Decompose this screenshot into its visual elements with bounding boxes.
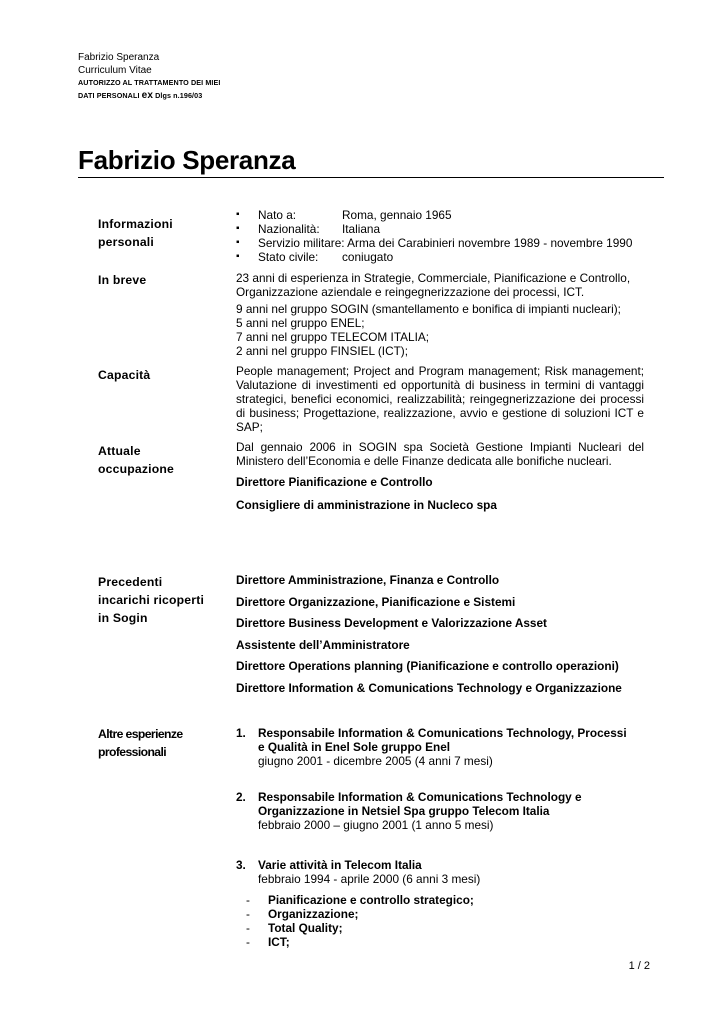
previous-roles-list bbox=[236, 573, 644, 703]
list-item: Assistente dell’Amministratore bbox=[236, 637, 410, 652]
section-label-current: Attuale occupazione bbox=[98, 444, 175, 476]
brief-line: 2 anni nel gruppo FINSIEL (ICT); bbox=[236, 344, 409, 358]
experience-3-activities bbox=[236, 893, 644, 949]
list-item: ▪ Nato a: Roma, gennaio 1965 bbox=[236, 208, 644, 222]
list-item: - ICT; bbox=[236, 935, 644, 949]
brief-content bbox=[236, 271, 644, 358]
experience-2: 2. Responsabile Information & Comunications Technology e Organizzazione in Netsiel Spa gruppo Telecom Italia febbraio 2000 – giugno 2001 (1 anno 5 mesi) bbox=[236, 790, 582, 832]
section-label-other: Altre esperienze professionali bbox=[98, 727, 183, 759]
list-item: Direttore Amministrazione, Finanza e Controllo bbox=[236, 573, 500, 587]
personal-info-list bbox=[236, 208, 644, 264]
list-item: Direttore Organizzazione, Pianificazione e Sistemi bbox=[236, 594, 516, 609]
section-label-brief: In breve bbox=[98, 273, 147, 287]
brief-intro: 23 anni di esperienza in Strategie, Commerciale, Pianificazione e Controllo, Organizzazione aziendale e reingegnerizzazione dei processi, ICT. bbox=[236, 271, 631, 299]
list-item: Direttore Operations planning (Pianificazione e controllo operazioni) bbox=[236, 659, 619, 674]
brief-line: 5 anni nel gruppo ENEL; bbox=[236, 316, 365, 330]
brief-line: 9 anni nel gruppo SOGIN (smantellamento e bonifica di impianti nucleari); bbox=[236, 302, 621, 316]
list-item: ▪ Nazionalità: Italiana bbox=[236, 222, 644, 236]
section-label-personal: Informazioni personali bbox=[98, 217, 173, 249]
list-item: Direttore Information & Comunications Technology e Organizzazione bbox=[236, 680, 622, 695]
current-text: Dal gennaio 2006 in SOGIN spa Società Gestione Impianti Nucleari del Ministero dell’Economia e delle Finanze dedicata alle bonifiche nucleari. bbox=[236, 440, 644, 468]
list-item: ▪ Servizio militare: Arma dei Carabinieri novembre 1989 - novembre 1990 bbox=[236, 236, 644, 250]
list-item: - Total Quality; bbox=[236, 921, 644, 935]
current-role: Consigliere di amministrazione in Nucleco spa bbox=[236, 498, 497, 512]
header-consent-line-1: AUTORIZZO AL TRATTAMENTO DEI MIEI bbox=[78, 78, 221, 87]
current-content bbox=[236, 440, 644, 512]
document-header bbox=[78, 52, 221, 102]
header-name: Fabrizio Speranza bbox=[78, 52, 160, 63]
current-role: Direttore Pianificazione e Controllo bbox=[236, 475, 433, 489]
list-item: ▪ Stato civile: coniugato bbox=[236, 250, 644, 264]
list-item: - Organizzazione; bbox=[236, 907, 644, 921]
list-item: Direttore Business Development e Valorizzazione Asset bbox=[236, 616, 547, 631]
header-doc-type: Curriculum Vitae bbox=[78, 64, 152, 76]
list-item: - Pianificazione e controllo strategico; bbox=[236, 893, 644, 907]
header-consent-line-2: DATI PERSONALI ex Dlgs n.196/03 bbox=[78, 89, 203, 101]
page-title: Fabrizio Speranza bbox=[78, 145, 296, 175]
title-divider bbox=[78, 177, 664, 178]
section-label-skills: Capacità bbox=[98, 368, 151, 382]
page-number: 1 / 2 bbox=[628, 960, 650, 972]
experience-3: 3. Varie attività in Telecom Italia febbraio 1994 - aprile 2000 (6 anni 3 mesi) bbox=[236, 858, 481, 886]
brief-line: 7 anni nel gruppo TELECOM ITALIA; bbox=[236, 330, 430, 344]
skills-text: People management; Project and Program management; Risk management; Valutazione di investimenti ed opportunità di business in termini di vantaggi strategici, benefici economici, realizzabilità; reingegnerizzazione dei processi di business; Progettazione, realizzazione, avvio e gestione di soluzioni ICT e SAP; bbox=[236, 364, 644, 434]
experience-1: 1. Responsabile Information & Comunications Technology, Processi e Qualità in Enel Sole gruppo Enel giugno 2001 - dicembre 2005 (4 anni 7 mesi) bbox=[236, 726, 627, 768]
section-label-previous: Precedenti incarichi ricoperti in Sogin bbox=[98, 575, 205, 625]
